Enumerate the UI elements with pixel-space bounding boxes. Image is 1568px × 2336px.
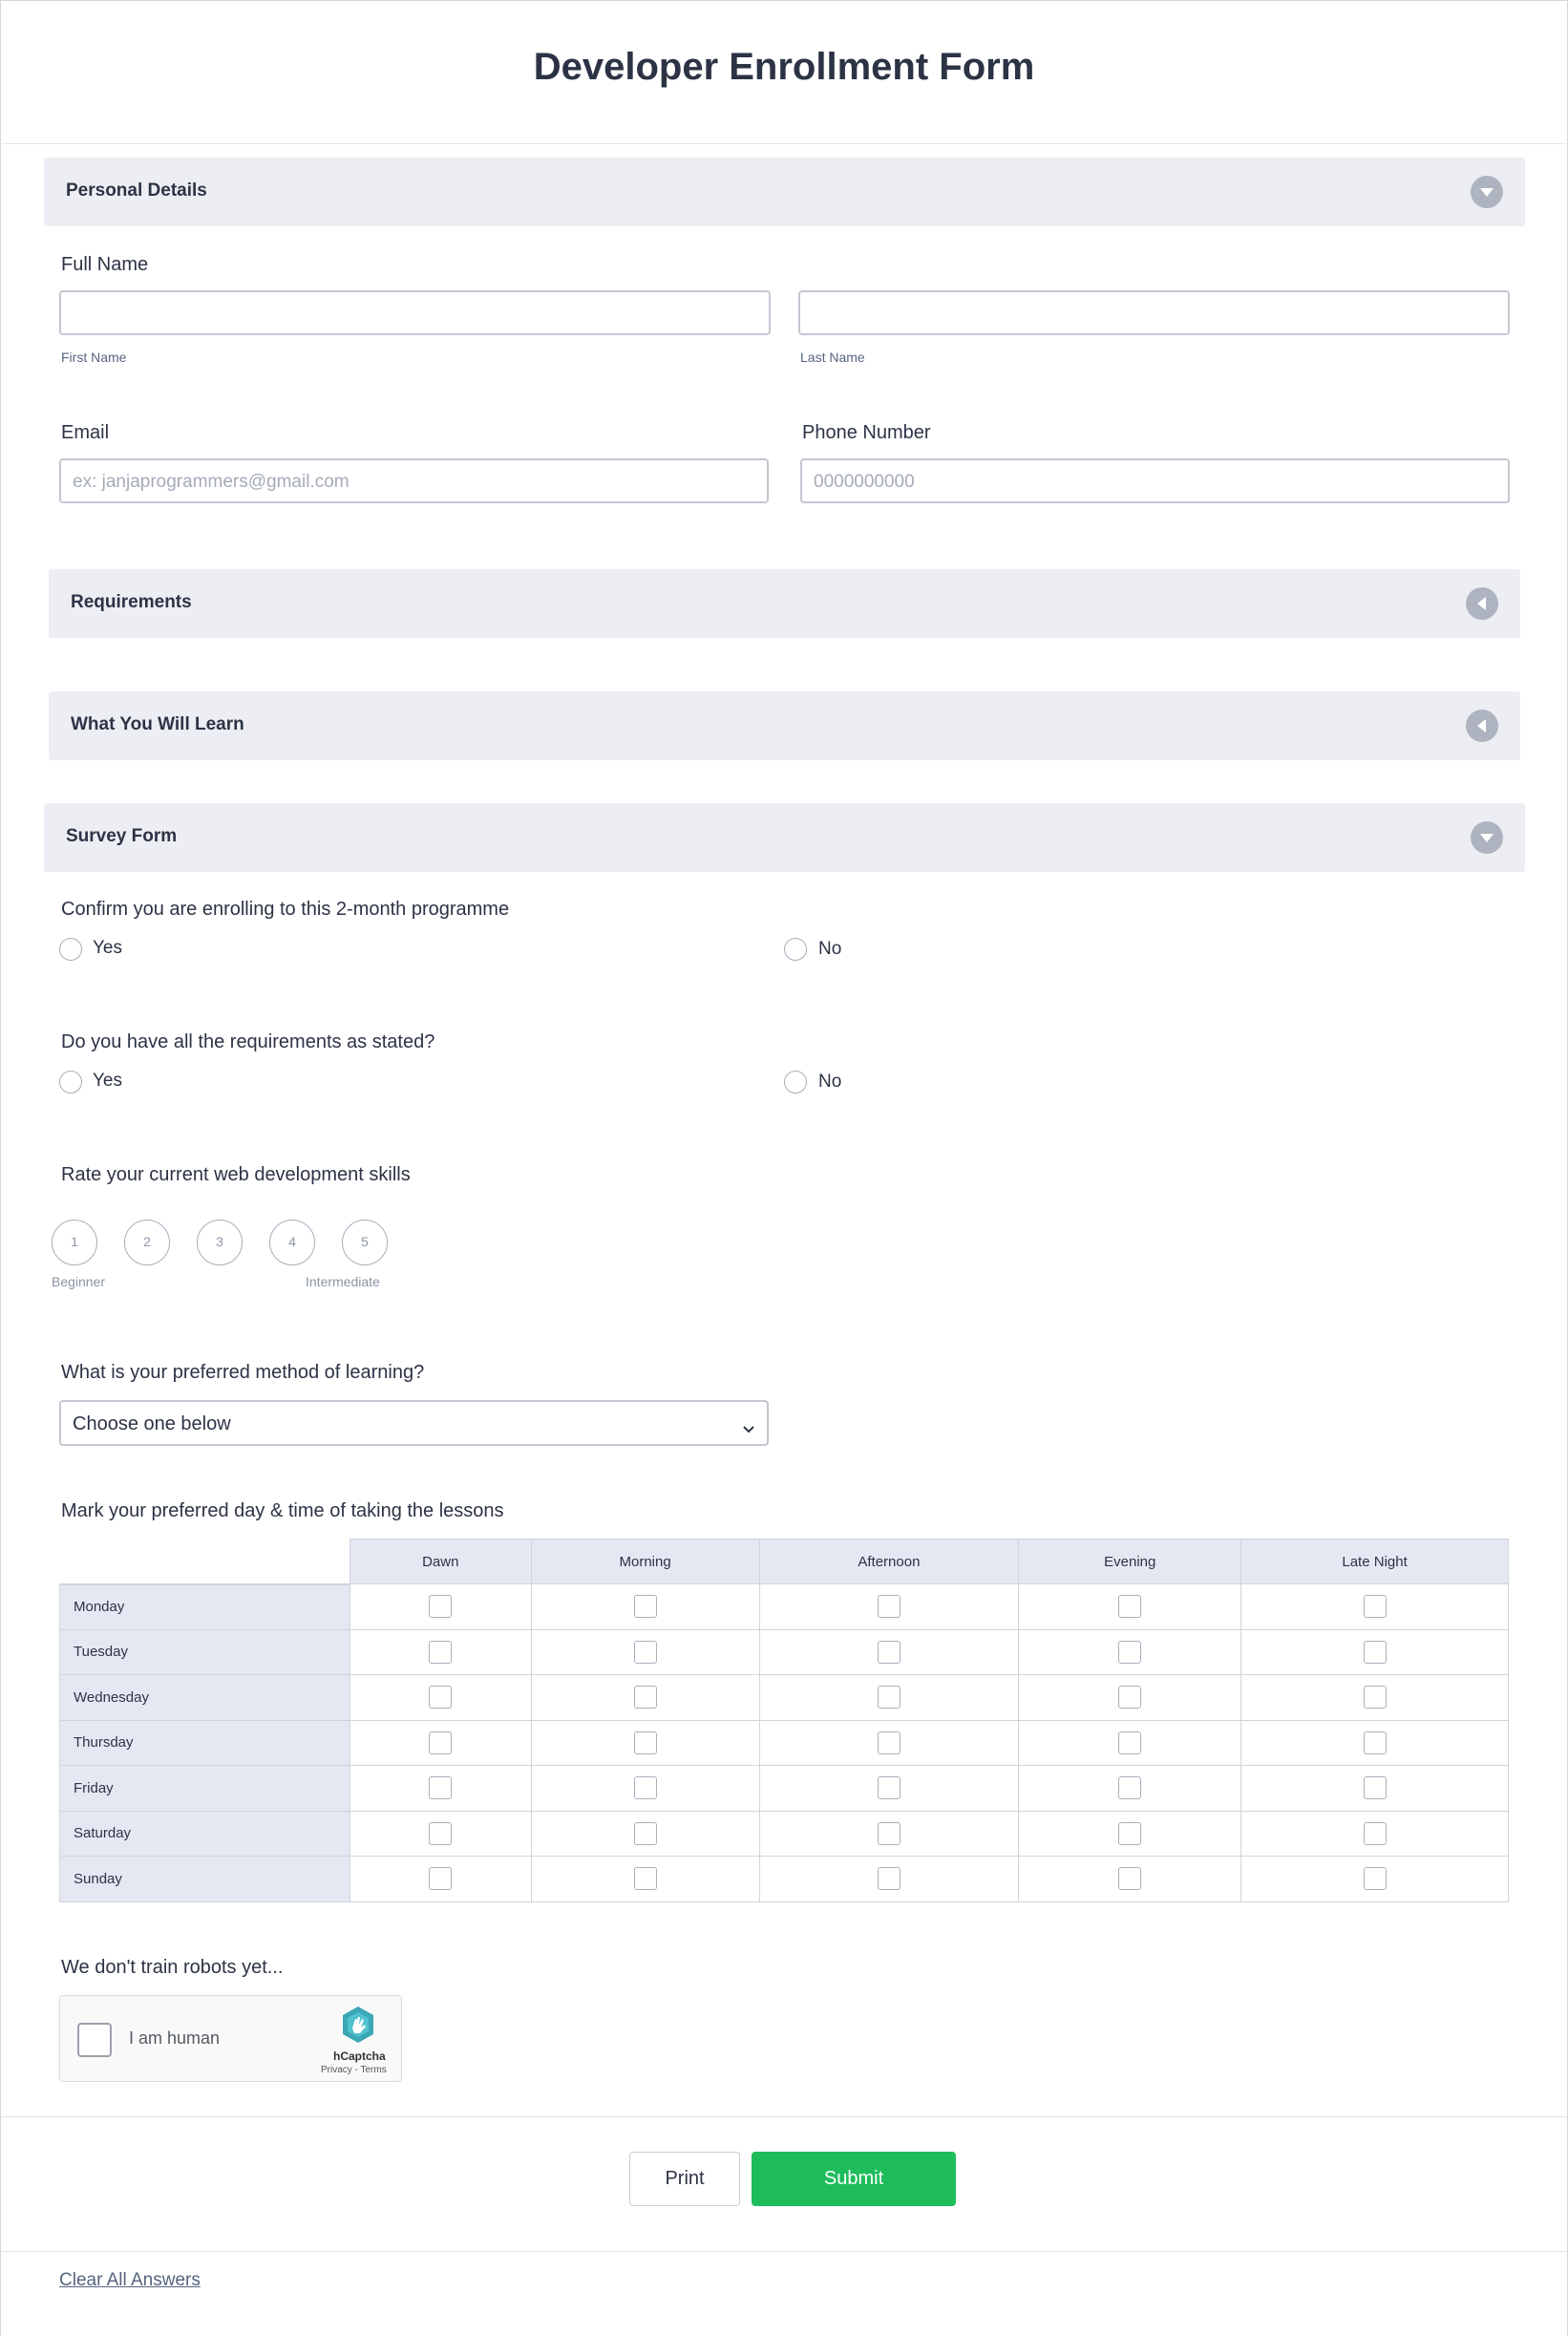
captcha-checkbox-text: I am human — [129, 2028, 221, 2048]
requirements-no-label[interactable]: No — [818, 1072, 842, 1092]
rating-option-3[interactable]: 3 — [197, 1220, 243, 1265]
matrix-row-header: Wednesday — [60, 1675, 350, 1721]
matrix-checkbox[interactable] — [429, 1686, 452, 1709]
matrix-checkbox[interactable] — [878, 1731, 901, 1754]
matrix-checkbox[interactable] — [1364, 1867, 1387, 1890]
matrix-checkbox[interactable] — [1118, 1822, 1141, 1845]
section-title: Personal Details — [66, 181, 207, 201]
matrix-checkbox[interactable] — [634, 1867, 657, 1890]
rating-high-caption: Intermediate — [306, 1274, 380, 1289]
confirm-yes-radio[interactable] — [59, 938, 82, 961]
matrix-row — [60, 1857, 1509, 1902]
matrix-checkbox[interactable] — [878, 1867, 901, 1890]
requirements-yes-label[interactable]: Yes — [93, 1071, 122, 1091]
matrix-checkbox[interactable] — [878, 1595, 901, 1618]
confirm-no-label[interactable]: No — [818, 939, 842, 959]
matrix-checkbox[interactable] — [1364, 1595, 1387, 1618]
captcha-checkbox[interactable] — [77, 2023, 112, 2057]
confirm-question-label: Confirm you are enrolling to this 2-month programme — [61, 899, 510, 920]
matrix-checkbox[interactable] — [429, 1595, 452, 1618]
phone-label: Phone Number — [802, 422, 931, 443]
section-title: What You Will Learn — [71, 714, 244, 734]
last-name-input[interactable] — [798, 290, 1510, 335]
print-button[interactable]: Print — [629, 2152, 740, 2206]
first-name-input[interactable] — [59, 290, 771, 335]
matrix-checkbox[interactable] — [1118, 1641, 1141, 1664]
first-name-sublabel: First Name — [61, 350, 127, 365]
matrix-column-header: Afternoon — [759, 1540, 1019, 1584]
matrix-checkbox[interactable] — [1118, 1595, 1141, 1618]
method-select[interactable] — [59, 1400, 769, 1446]
matrix-row — [60, 1629, 1509, 1675]
matrix-row — [60, 1675, 1509, 1721]
matrix-checkbox[interactable] — [1118, 1867, 1141, 1890]
matrix-header-row — [60, 1540, 1509, 1584]
matrix-row-header: Saturday — [60, 1811, 350, 1857]
matrix-column-header: Late Night — [1241, 1540, 1509, 1584]
matrix-checkbox[interactable] — [1118, 1686, 1141, 1709]
matrix-corner — [60, 1540, 350, 1584]
matrix-checkbox[interactable] — [1118, 1731, 1141, 1754]
section-title: Requirements — [71, 592, 192, 612]
matrix-checkbox[interactable] — [429, 1776, 452, 1799]
submit-button[interactable]: Submit — [752, 2152, 956, 2206]
method-select-value: Choose one below — [73, 1413, 231, 1434]
matrix-checkbox[interactable] — [429, 1731, 452, 1754]
matrix-row-header: Monday — [60, 1584, 350, 1630]
matrix-checkbox[interactable] — [634, 1595, 657, 1618]
matrix-checkbox[interactable] — [878, 1822, 901, 1845]
method-question-label: What is your preferred method of learning? — [61, 1362, 425, 1383]
section-title: Survey Form — [66, 826, 178, 846]
matrix-row-header: Friday — [60, 1766, 350, 1812]
phone-field[interactable]: 0000000000 — [800, 458, 1510, 503]
header-divider — [0, 143, 1568, 144]
email-label: Email — [61, 422, 110, 443]
captcha-question-label: We don't train robots yet... — [61, 1957, 284, 1978]
requirements-no-radio[interactable] — [784, 1071, 807, 1094]
captcha-brand: hCaptcha — [333, 2049, 386, 2063]
matrix-row — [60, 1811, 1509, 1857]
rating-question-label: Rate your current web development skills — [61, 1164, 411, 1185]
matrix-checkbox[interactable] — [634, 1686, 657, 1709]
captcha-widget — [59, 1995, 402, 2082]
matrix-checkbox[interactable] — [634, 1731, 657, 1754]
matrix-row — [60, 1766, 1509, 1812]
requirements-question-label: Do you have all the requirements as stated? — [61, 1031, 435, 1052]
section-what-you-will-learn[interactable] — [49, 691, 1520, 760]
schedule-matrix — [59, 1539, 1509, 1902]
matrix-checkbox[interactable] — [1364, 1731, 1387, 1754]
matrix-row-header: Tuesday — [60, 1629, 350, 1675]
matrix-checkbox[interactable] — [878, 1641, 901, 1664]
chevron-down-icon[interactable] — [1471, 176, 1503, 208]
matrix-checkbox[interactable] — [634, 1641, 657, 1664]
matrix-checkbox[interactable] — [878, 1686, 901, 1709]
rating-option-1[interactable]: 1 — [52, 1220, 97, 1265]
form-title: Developer Enrollment Form — [533, 46, 1035, 88]
matrix-checkbox[interactable] — [1364, 1641, 1387, 1664]
chevron-left-icon[interactable] — [1466, 710, 1498, 742]
chevron-down-icon — [742, 1418, 755, 1440]
email-field[interactable]: ex: janjaprogrammers@gmail.com — [59, 458, 769, 503]
confirm-yes-label[interactable]: Yes — [93, 938, 122, 958]
matrix-checkbox[interactable] — [878, 1776, 901, 1799]
matrix-row-header: Thursday — [60, 1720, 350, 1766]
chevron-left-icon[interactable] — [1466, 587, 1498, 620]
matrix-checkbox[interactable] — [634, 1822, 657, 1845]
matrix-checkbox[interactable] — [1364, 1822, 1387, 1845]
clear-all-answers-link[interactable]: Clear All Answers — [59, 2270, 201, 2290]
matrix-checkbox[interactable] — [1118, 1776, 1141, 1799]
matrix-column-header: Evening — [1019, 1540, 1241, 1584]
schedule-question-label: Mark your preferred day & time of taking the lessons — [61, 1500, 504, 1521]
confirm-no-radio[interactable] — [784, 938, 807, 961]
section-requirements[interactable] — [49, 569, 1520, 638]
rating-option-5[interactable]: 5 — [342, 1220, 388, 1265]
matrix-row — [60, 1720, 1509, 1766]
matrix-column-header: Morning — [531, 1540, 759, 1584]
rating-low-caption: Beginner — [52, 1274, 106, 1289]
chevron-down-icon[interactable] — [1471, 821, 1503, 854]
matrix-checkbox[interactable] — [1364, 1686, 1387, 1709]
rating-option-4[interactable]: 4 — [269, 1220, 315, 1265]
matrix-checkbox[interactable] — [429, 1641, 452, 1664]
section-survey-form[interactable] — [44, 803, 1525, 872]
matrix-checkbox[interactable] — [429, 1867, 452, 1890]
hcaptcha-logo-icon — [339, 2006, 377, 2049]
matrix-column-header: Dawn — [350, 1540, 531, 1584]
matrix-checkbox[interactable] — [634, 1776, 657, 1799]
section-personal-details[interactable] — [44, 158, 1525, 226]
requirements-yes-radio[interactable] — [59, 1071, 82, 1094]
matrix-checkbox[interactable] — [1364, 1776, 1387, 1799]
matrix-row-header: Sunday — [60, 1857, 350, 1902]
footer-divider — [0, 2116, 1568, 2117]
last-name-sublabel: Last Name — [800, 350, 865, 365]
bottom-divider — [0, 2251, 1568, 2252]
rating-option-2[interactable]: 2 — [124, 1220, 170, 1265]
matrix-row — [60, 1584, 1509, 1630]
matrix-checkbox[interactable] — [429, 1822, 452, 1845]
captcha-links[interactable]: Privacy - Terms — [321, 2065, 387, 2075]
full-name-label: Full Name — [61, 254, 149, 275]
